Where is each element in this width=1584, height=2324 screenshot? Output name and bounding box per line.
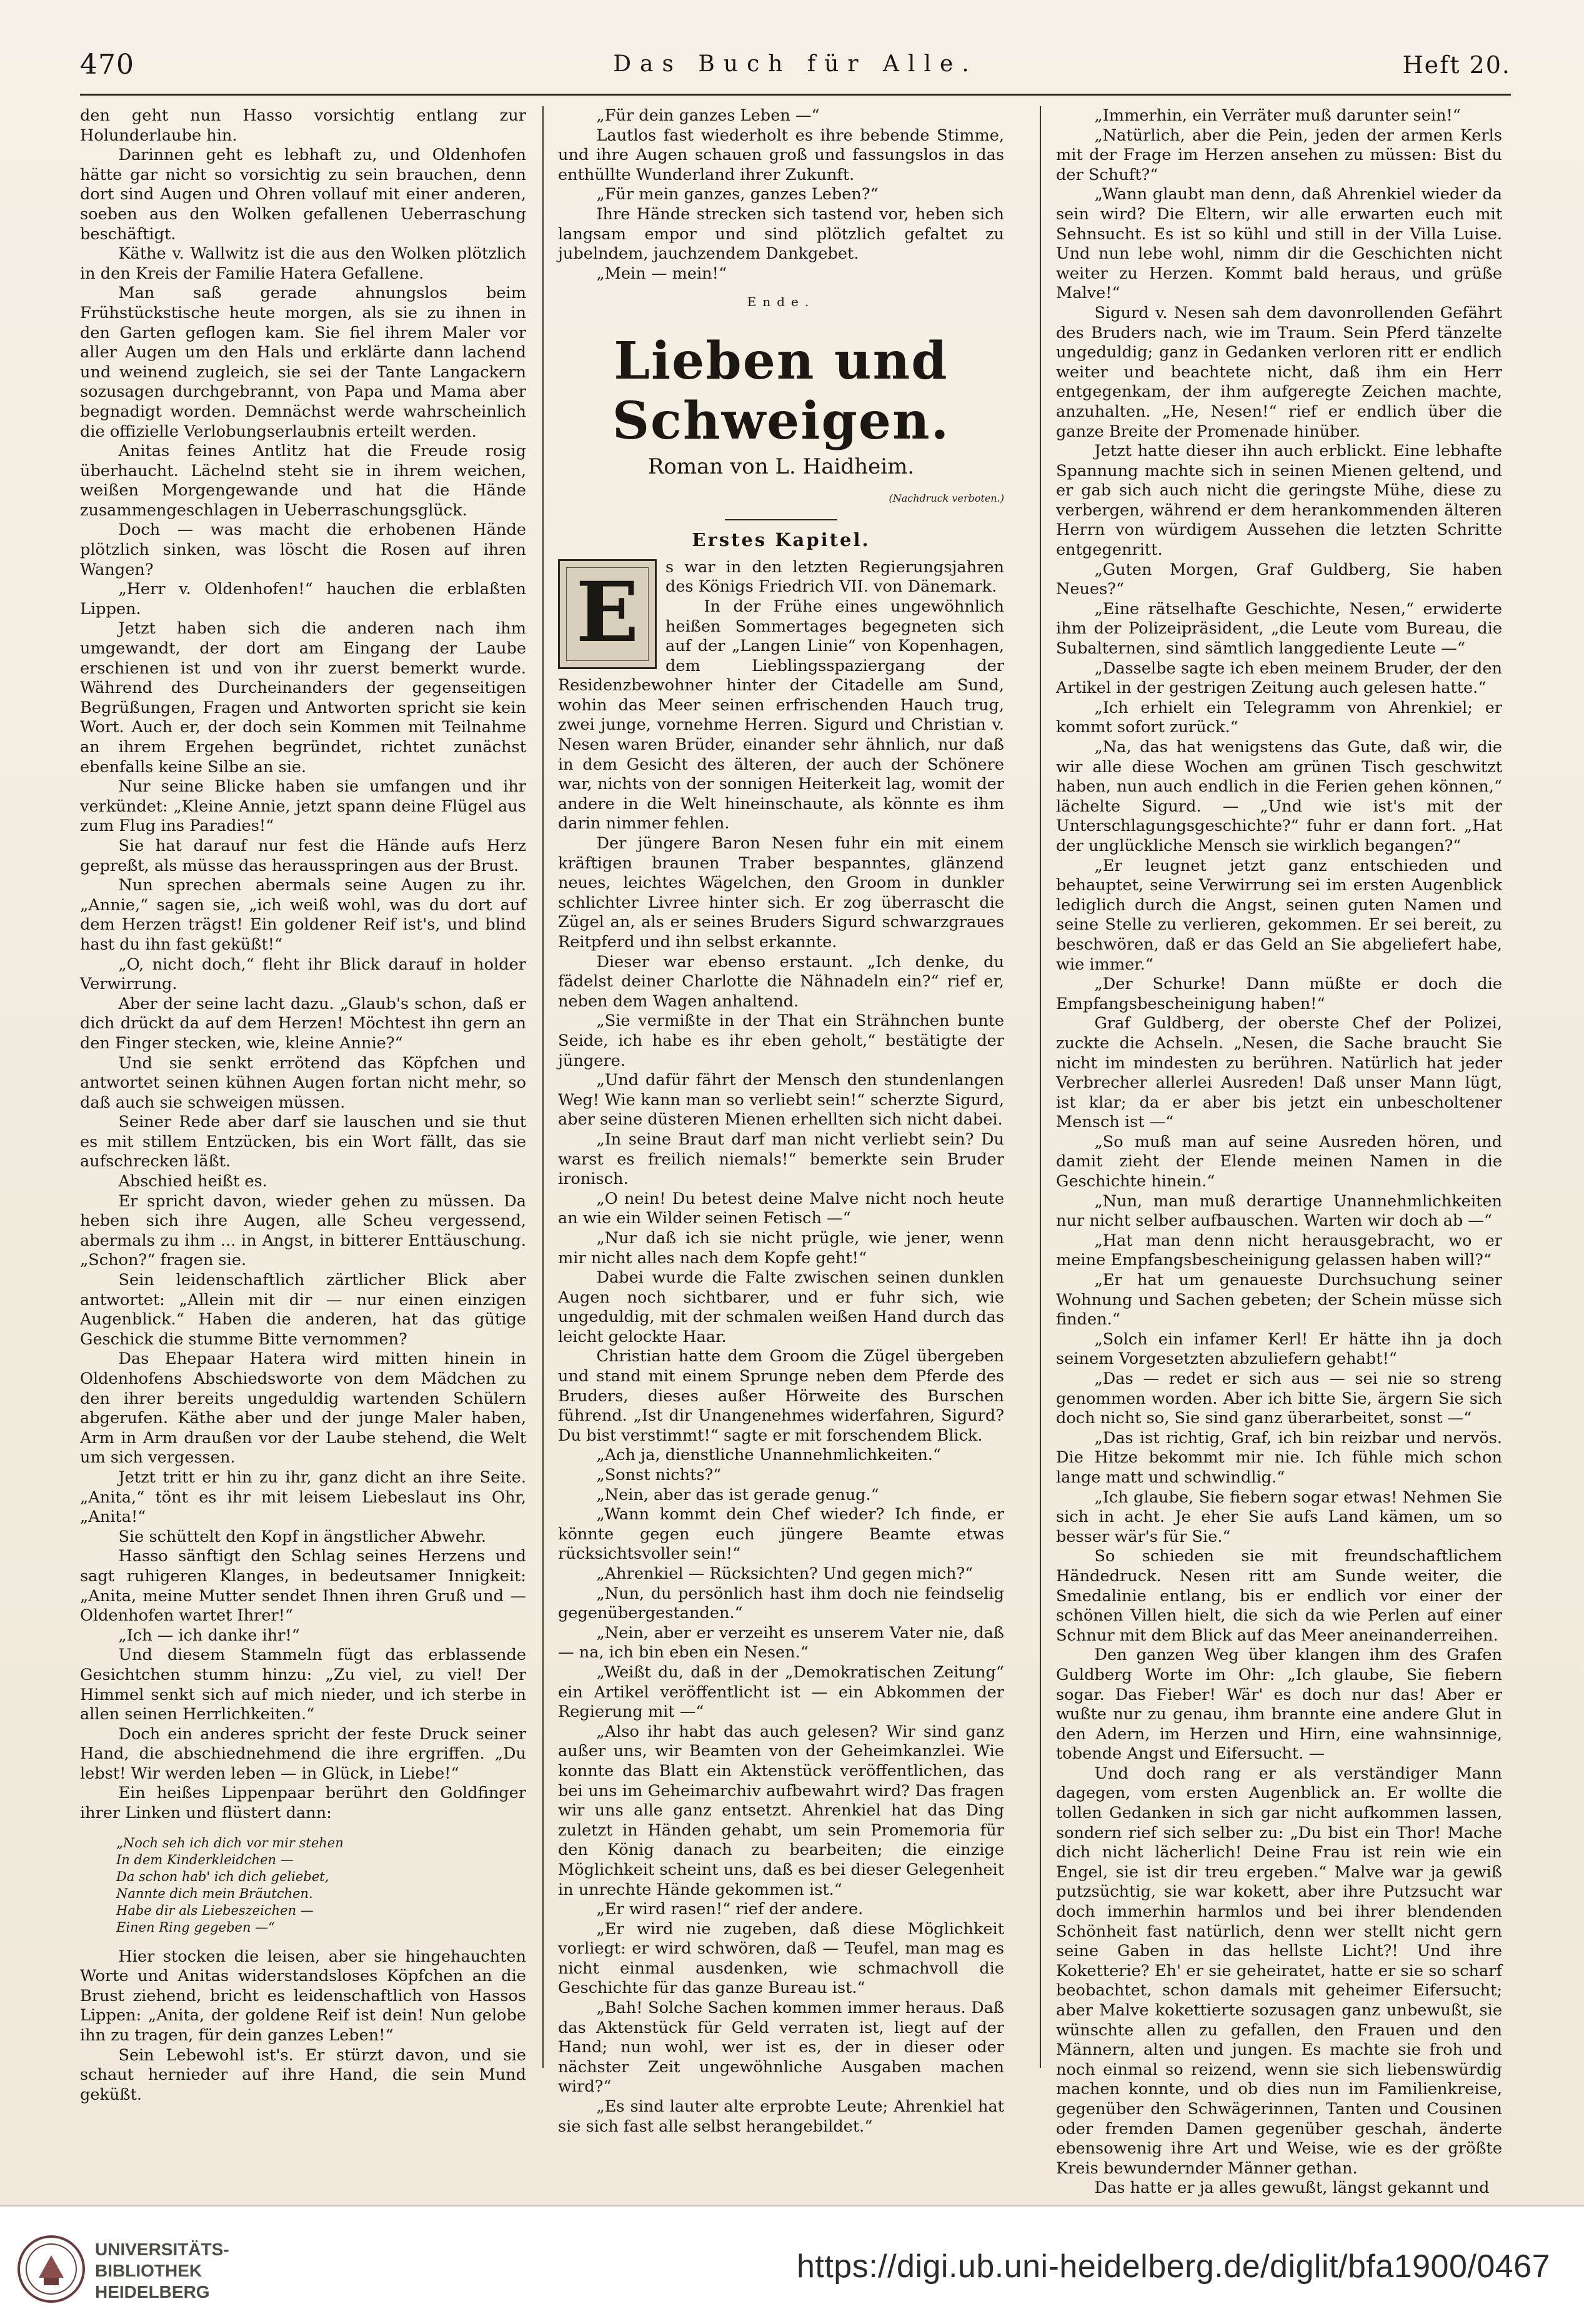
paragraph: Den ganzen Weg über klangen ihm des Grafen Guldberg Worte im Ohr: „Ich glaube, Sie fiebern sogar. Das Fieber! Wär' es doch nur das! Aber er wußte nur zu genau, ihm brannte eine andere Glut in den Adern, im Herzen und Hirn, eine wahnsinnige, tobende Angst und Eifersucht. — bbox=[1056, 1646, 1502, 1764]
poem-line: Einen Ring gegeben —“ bbox=[116, 1919, 275, 1935]
initial-letter: E bbox=[575, 564, 639, 661]
paragraph: s war in den letzten Regierungsjahren des Königs Friedrich VII. von Dänemark. bbox=[665, 557, 1004, 597]
paragraph: „Natürlich, aber die Pein, jeden der armen Kerls mit der Frage im Herzen ansehen zu müssen: Bist du der Schuft?“ bbox=[1056, 126, 1502, 184]
paragraph: So schieden sie mit freundschaftlichem Händedruck. Nesen ritt am Sunde weiter, die Smedalinie entlang, bis er endlich vor einer der schönen Villen hielt, die sich da wie Perlen auf einer Schnur mit dem Blick auf das Meer aneinanderreihen. bbox=[1056, 1547, 1502, 1645]
paragraph: „Nein, aber das ist gerade genug.“ bbox=[596, 1485, 879, 1504]
paragraph: „Er wird nie zugeben, daß diese Möglichkeit vorliegt: er wird schwören, daß — Teufel, man mag es nicht einmal ausdenken, wie schmachvoll die Geschichte für das ganze Bureau ist.“ bbox=[558, 1919, 1004, 1998]
paragraph: „Das ist richtig, Graf, ich bin reizbar und nervös. Die Hitze bekommt mir nie. Ich fühle mich schon lange matt und schwindlig.“ bbox=[1056, 1428, 1502, 1487]
paragraph: Jetzt tritt er hin zu ihr, ganz dicht an ihre Seite. „Anita,“ tönt es ihr mit leisem Liebeslaut ins Ohr, „Anita!“ bbox=[80, 1467, 526, 1527]
paragraph: Doch ein anderes spricht der feste Druck seiner Hand, die abschiednehmend die ihre ergriffen. „Du lebst! Wir werden leben — in Glück, in Liebe!“ bbox=[80, 1724, 526, 1783]
paragraph: Darinnen geht es lebhaft zu, und Oldenhofen hätte gar nicht so vorsichtig zu sein brauchen, denn dort sind Augen und Ohren vollauf mit einer anderen, soeben aus den Wolken gefallenen Ueberraschung beschäftigt. bbox=[80, 146, 526, 244]
paragraph: Ein heißes Lippenpaar berührt den Goldfinger ihrer Linken und flüstert dann: bbox=[80, 1784, 526, 1823]
paragraph: „Dasselbe sagte ich eben meinem Bruder, der den Artikel in der gestrigen Zeitung auch gelesen hatte.“ bbox=[1056, 658, 1502, 698]
library-name bbox=[95, 2239, 229, 2303]
paragraph: Nur seine Blicke haben sie umfangen und ihr verkündet: „Kleine Annie, jetzt spann deine Flügel aus zum Flug ins Paradies!“ bbox=[80, 777, 526, 836]
periodical-title: Das Buch für Alle. bbox=[613, 51, 978, 77]
poem-verse bbox=[116, 1835, 526, 1936]
paragraph: Nun sprechen abermals seine Augen zu ihr. „Annie,“ sagen sie, „ich weiß wohl, was du dort auf dem Herzen trägst! Ein goldener Reif ist's, und blind hast du ihn fast geküßt!“ bbox=[80, 876, 526, 954]
paragraph: „Wann glaubt man denn, daß Ahrenkiel wieder da sein wird? Die Eltern, wir alle erwarten euch mit Sehnsucht. Es ist so kühl und still in der Villa Luise. Und nun lebe wohl, nimm dir die Geschichten nicht weiter zu Herzen. Kommt bald heraus, und grüße Malve!“ bbox=[1056, 185, 1502, 303]
page-number: 470 bbox=[80, 49, 134, 81]
paragraph: „Wann kommt dein Chef wieder? Ich finde, er könnte gegen euch jüngere Beamte etwas rücksichtsvoller sein!“ bbox=[558, 1505, 1004, 1564]
paragraph: „Er hat um genaueste Durchsuchung seiner Wohnung und Sachen gebeten; der Schein müsse sich finden.“ bbox=[1056, 1271, 1502, 1329]
viewer-footer bbox=[0, 2205, 1584, 2324]
column-divider bbox=[542, 106, 544, 2068]
poem-line: Nannte dich mein Bräutchen. bbox=[116, 1885, 313, 1901]
paragraph: Man saß gerade ahnungslos beim Frühstückstische heute morgen, als sie zu ihnen in den Garten geflogen kam. Sie fiel ihrem Maler vor aller Augen um den Hals und erklärte dann lachend und weinend zugleich, sie sei der Tante Langackern sozusagen durchgebrannt, von Papa und Mama aber begnadigt worden. Demnächst werde wahrscheinlich die offizielle Verlobungserlaubnis erteilt werden. bbox=[80, 284, 526, 441]
paragraph: Dieser war ebenso erstaunt. „Ich denke, du fädelst deiner Charlotte die Nähnadeln ein?“ rief er, neben dem Wagen anhaltend. bbox=[558, 952, 1004, 1011]
paragraph: „O, nicht doch,“ fleht ihr Blick darauf in holder Verwirrung. bbox=[80, 955, 526, 994]
paragraph: Und doch rang er als verständiger Mann dagegen, vom ersten Augenblick an. Er wollte die tollen Gedanken in sich gar nicht aufkommen lassen, sondern rief sich selber zu: „Du bist ein Thor! Mache dich nicht lächerlich! Deine Frau ist rein wie ein Engel, sie ist dir treu ergeben.“ Malve war ja gewiß putzsüchtig, sie war kokett, aber ihre Putzsucht war doch immerhin harmlos und bei ihrer blendenden Schönheit fast natürlich, denn wer stellt nicht gern seine Gaben in das hellste Licht?! Und ihre Koketterie? Eh' er sie geheiratet, hatte er sie so scharf beobachtet, schon damals mit geheimer Eifersucht; aber Malve kokettierte sozusagen ganz unbewußt, sie wünschte allen zu gefallen, den Frauen und den Männern, alten und jungen. Es machte sie froh und noch einmal so reizend, wenn sie sich liebenswürdig machen konnte, und ob dies nun im Familienkreise, gegenüber den Schwägerinnen, Tanten und Cousinen oder fremden Damen gegenüber geschah, änderte ebensowenig ihre Art und Weise, wie es der größte Kreis bewundernder Männer gethan. bbox=[1056, 1764, 1502, 2178]
paragraph: „Ach ja, dienstliche Unannehmlichkeiten.“ bbox=[596, 1446, 942, 1465]
paragraph: Seiner Rede aber darf sie lauschen und sie thut es mit stillem Entzücken, bis ein Wort fällt, das sie aufschrecken läßt. bbox=[80, 1113, 526, 1171]
paragraph: „Er leugnet jetzt ganz entschieden und behauptet, seine Verwirrung sei im ersten Augenblick lediglich durch die Angst, seinen guten Namen und seine Stelle zu verlieren, gekommen. Er sei bereit, zu beschwören, daß er das Geld an Sie abgeliefert habe, wie immer.“ bbox=[1056, 856, 1502, 974]
paragraph: „Weißt du, daß in der „Demokratischen Zeitung“ ein Artikel veröffentlicht ist — ein Abkommen der Regierung mit —“ bbox=[558, 1662, 1004, 1722]
paragraph: Das Ehepaar Hatera wird mitten hinein in Oldenhofens Abschiedsworte von dem Mädchen zu den ihrer bereits ungeduldig wartenden Schülern abgerufen. Käthe aber und der junge Maler haben, Arm in Arm draußen vor der Laube stehend, die Welt um sich vergessen. bbox=[80, 1349, 526, 1467]
paragraph: „Solch ein infamer Kerl! Er hätte ihn ja doch seinem Vorgesetzten abzuliefern gehabt!“ bbox=[1056, 1329, 1502, 1369]
paragraph: Dabei wurde die Falte zwischen seinen dunklen Augen noch sichtbarer, und er fuhr sich, wie ungeduldig, mit der schmalen weißen Hand durch das leicht gelockte Haar. bbox=[558, 1268, 1004, 1346]
paragraph: „Sie vermißte in der That ein Strähnchen bunte Seide, ich habe es ihr eben geholt,“ bestätigte der jüngere. bbox=[558, 1011, 1004, 1070]
paragraph: den geht nun Hasso vorsichtig entlang zur Holunderlaube hin. bbox=[80, 106, 526, 145]
paragraph: „Na, das hat wenigstens das Gute, daß wir, die wir alle diese Wochen am grünen Tisch geschwitzt haben, nun auch endlich in die Ferien gehen können,“ lächelte Sigurd. — „Und wie ist's mit der Unterschlagungsgeschichte?“ fuhr er dann fort. „Hat der unglückliche Mensch sie wirklich begangen?“ bbox=[1056, 738, 1502, 855]
paragraph: „Hat man denn nicht herausgebracht, wo er meine Empfangsbescheinigung gelassen haben will?“ bbox=[1056, 1231, 1502, 1270]
paragraph: In der Frühe eines ungewöhnlich heißen Sommertages begegneten sich auf der „Langen Linie“ von Kopenhagen, dem Lieblingsspaziergang der Residenzbewohner hinter der Citadelle am Sund, wohin das Meer seinen erfrischenden Hauch trug, zwei junge, vornehme Herren. Sigurd und Christian v. Nesen waren Brüder, einander sehr ähnlich, nur daß in dem Gesicht des älteren, der auch der Schönere war, nichts von der sonnigen Heiterkeit lag, womit der andere in die Welt hineinschaute, als könnte es ihm darin nimmer fehlen. bbox=[558, 597, 1004, 833]
paragraph: Und diesem Stammeln fügt das erblassende Gesichtchen stumm hinzu: „Zu viel, zu viel! Der Himmel senkt sich auf mich nieder, und ich sterbe in allen seinen Herrlichkeiten.“ bbox=[80, 1646, 526, 1724]
paragraph: Jetzt haben sich die anderen nach ihm umgewandt, der dort am Eingang der Laube erschienen ist und von ihr zuerst bemerkt wurde. Während des Durcheinanders der gegenseitigen Begrüßungen, Fragen und Antworten spricht sie kein Wort. Auch er, der doch sein Kommen mit Teilnahme an ihrem Ergehen begründet, richtet zunächst ebenfalls keine Silbe an sie. bbox=[80, 619, 526, 777]
paragraph: Abschied heißt es. bbox=[118, 1172, 267, 1191]
paragraph: „Es sind lauter alte erprobte Leute; Ahrenkiel hat sie sich fast alle selbst herangebildet.“ bbox=[558, 2097, 1004, 2136]
decorated-initial bbox=[558, 559, 657, 669]
paragraph: Käthe v. Wallwitz ist die aus den Wolken plötzlich in den Kreis der Familie Hatera Gefallene. bbox=[80, 244, 526, 283]
issue-number: Heft 20. bbox=[1402, 51, 1511, 79]
paragraph: Der jüngere Baron Nesen fuhr ein mit einem kräftigen braunen Traber bespanntes, glänzend neues, leichtes Wägelchen, den Groom in dunkler schlichter Livree hinter sich. Er zog überrascht die Zügel an, als er seines Bruders Sigurd schwarzgraues Reitpferd und ihn selbst erkannte. bbox=[558, 834, 1004, 951]
column-2 bbox=[558, 106, 1004, 2136]
paragraph: Sigurd v. Nesen sah dem davonrollenden Gefährt des Bruders nach, wie im Traum. Sein Pferd tänzelte ungeduldig; ganz in Gedanken verloren ritt er endlich weiter und beachtete nicht, daß ihm ein Herr entgegenkam, der ihm aufgeregte Zeichen machte, anzuhalten. „He, Nesen!“ rief er endlich über die ganze Breite der Promenade hinüber. bbox=[1056, 303, 1502, 441]
paragraph: Sie hat darauf nur fest die Hände aufs Herz gepreßt, als müsse das herausspringen aus der Brust. bbox=[80, 836, 526, 875]
page-header bbox=[80, 37, 1511, 96]
poem-line: Da schon hab' ich dich geliebet, bbox=[116, 1869, 329, 1884]
paragraph: Das hatte er ja alles gewußt, längst gekannt und bbox=[1094, 2178, 1490, 2198]
paragraph: Er spricht davon, wieder gehen zu müssen. Da heben sich ihre Augen, alle Scheu vergessend, abermals zu ihm ... in Angst, in bitterer Enttäuschung. „Schon?“ fragen sie. bbox=[80, 1191, 526, 1270]
paragraph: „Sonst nichts?“ bbox=[596, 1466, 722, 1485]
paragraph: „Ich — ich danke ihr!“ bbox=[118, 1626, 300, 1645]
paragraph: „Also ihr habt das auch gelesen? Wir sind ganz außer uns, wir Beamten von der Geheimkanzlei. Wie konnte das Blatt ein Aktenstück veröffentlichen, das bei uns im Geheimarchiv aufbewahrt wird? Das fragen wir uns alle ganz entsetzt. Ahrenkiel hat das Ding zuletzt in Händen gehabt, um sein Promemoria für den König danach zu bearbeiten; die einzige Möglichkeit scheint uns, daß es bei dieser Gelegenheit in unrechte Hände gekommen ist.“ bbox=[558, 1722, 1004, 1899]
paragraph: Graf Guldberg, der oberste Chef der Polizei, zuckte die Achseln. „Nesen, die Sache braucht Sie nicht im mindesten zu berühren. Natürlich hat jeder Verbrecher allerlei Ausreden! Daß unser Mann lügt, ist klar; da er aber bis jetzt ein unbescholtener Mensch ist —“ bbox=[1056, 1014, 1502, 1132]
paragraph: „Guten Morgen, Graf Guldberg, Sie haben Neues?“ bbox=[1056, 560, 1502, 599]
paragraph: „Nun, man muß derartige Unannehmlichkeiten nur nicht selber aufbauschen. Warten wir doch ab —“ bbox=[1056, 1191, 1502, 1231]
poem-line: „Noch seh ich dich vor mir stehen bbox=[116, 1835, 344, 1850]
paragraph: Lautlos fast wiederholt es ihre bebende Stimme, und ihre Augen schauen groß und fassungslos in das enthüllte Wunderland ihrer Zukunft. bbox=[558, 126, 1004, 184]
library-name-line: UNIVERSITÄTS- bbox=[95, 2240, 229, 2259]
paragraph: „Ahrenkiel — Rücksichten? Und gegen mich?“ bbox=[596, 1564, 974, 1583]
paragraph: „Mein — mein!“ bbox=[596, 264, 727, 283]
paragraph: „Und dafür fährt der Mensch den stundenlangen Weg! Wie kann man so verliebt sein!“ scherzte Sigurd, aber seine düsteren Mienen erhellten sich nicht dabei. bbox=[558, 1071, 1004, 1130]
paragraph: „Immerhin, ein Verräter muß darunter sein!“ bbox=[1094, 106, 1461, 125]
paragraph: Hasso sänftigt den Schlag seines Herzens und sagt ruhigeren Klanges, in bedeutsamer Innigkeit: „Anita, meine Mutter sendet Ihnen ihren Gruß und — Oldenhofen wartet Ihrer!“ bbox=[80, 1547, 526, 1626]
chapter-heading: Erstes Kapitel. bbox=[692, 529, 870, 551]
library-name-line: BIBLIOTHEK bbox=[95, 2261, 202, 2280]
paragraph: „Nur daß ich sie nicht prügle, wie jener, wenn mir nicht alles nach dem Kopfe geht!“ bbox=[558, 1228, 1004, 1268]
column-1 bbox=[80, 106, 526, 2104]
paragraph: Christian hatte dem Groom die Zügel übergeben und stand mit einem Sprunge neben dem Pferde des Bruders, dieses außer Hörweite des Burschen führend. „Ist dir Unangenehmes widerfahren, Sigurd? Du bist verstimmt!“ sagte er mit forschendem Blick. bbox=[558, 1347, 1004, 1445]
paragraph: „Eine rätselhafte Geschichte, Nesen,“ erwiderte ihm der Polizeipräsident, „die Leute vom Bureau, die Subalternen, sind sämtlich langgediente Leute —“ bbox=[1056, 599, 1502, 658]
column-3 bbox=[1056, 106, 1502, 2198]
paragraph: „Nein, aber er verzeiht es unserem Vater nie, daß — na, ich bin eben ein Nesen.“ bbox=[558, 1623, 1004, 1662]
paragraph: „O nein! Du betest deine Malve nicht noch heute an wie ein Wilder seinen Fetisch —“ bbox=[558, 1189, 1004, 1228]
paragraph: „Er wird rasen!“ rief der andere. bbox=[596, 1900, 864, 1919]
column-divider bbox=[1040, 106, 1041, 2068]
paragraph: Und sie senkt errötend das Köpfchen und antwortet seinen kühnen Augen fortan nicht mehr, so daß auch sie schweigen müssen. bbox=[80, 1053, 526, 1112]
reprint-notice: (Nachdruck verboten.) bbox=[889, 492, 1004, 504]
library-name-line: HEIDELBERG bbox=[95, 2282, 210, 2302]
paragraph: „So muß man auf seine Ausreden hören, und damit zieht der Elende meinen Namen in die Geschichte hinein.“ bbox=[1056, 1132, 1502, 1191]
paragraph: Sein Lebewohl ist's. Er stürzt davon, und sie schaut hernieder auf ihre Hand, die sein Mund geküßt. bbox=[80, 2045, 526, 2104]
paragraph: „Für mein ganzes, ganzes Leben?“ bbox=[596, 185, 879, 204]
paragraph: „Für dein ganzes Leben —“ bbox=[596, 106, 820, 125]
paragraph: „Herr v. Oldenhofen!“ hauchen die erblaßten Lippen. bbox=[80, 580, 526, 618]
novel-author: Roman von L. Haidheim. bbox=[647, 454, 915, 479]
chapter-rule bbox=[725, 519, 837, 520]
paragraph: „Der Schurke! Dann müßte er doch die Empfangsbescheinigung haben!“ bbox=[1056, 975, 1502, 1013]
paragraph: Hier stocken die leisen, aber sie hingehauchten Worte und Anitas widerstandsloses Köpfchen an die Brust ziehend, bricht es leidenschaftlich von Hassos Lippen: „Anita, der goldene Reif ist dein! Nun gelobe ihn zu tragen, für dein ganzes Leben!“ bbox=[80, 1947, 526, 2045]
paragraph: „Ich glaube, Sie fiebern sogar etwas! Nehmen Sie sich in acht. Je eher Sie aufs Land kämen, um so besser wär's für Sie.“ bbox=[1056, 1487, 1502, 1546]
university-seal-icon bbox=[16, 2234, 86, 2304]
paragraph: „Das — redet er sich aus — sei nie so streng genommen worden. Aber ich bitte Sie, ärgern Sie sich doch nicht so, Sie sind ganz überarbeitet, sonst —“ bbox=[1056, 1369, 1502, 1428]
paragraph: „In seine Braut darf man nicht verliebt sein? Du warst es freilich niemals!“ bemerkte sein Bruder ironisch. bbox=[558, 1130, 1004, 1189]
paragraph: Aber der seine lacht dazu. „Glaub's schon, daß er dich drückt da auf dem Herzen! Möchtest ihn gern an den Finger stecken, wie, kleine Annie?“ bbox=[80, 994, 526, 1053]
paragraph: „Nun, du persönlich hast ihm doch nie feindselig gegenübergestanden.“ bbox=[558, 1584, 1004, 1623]
poem-line: In dem Kinderkleidchen — bbox=[116, 1852, 294, 1867]
paragraph: Ihre Hände strecken sich tastend vor, heben sich langsam empor und sind plötzlich gefaltet zu jubelndem, jauchzendem Dankgebet. bbox=[558, 204, 1004, 264]
paragraph: Doch — was macht die erhobenen Hände plötzlich sinken, was löscht die Rosen auf ihren Wangen? bbox=[80, 520, 526, 579]
permalink-url[interactable]: https://digi.ub.uni-heidelberg.de/diglit/bfa1900/0467 bbox=[796, 2248, 1550, 2285]
paragraph: Sie schüttelt den Kopf in ängstlicher Abwehr. bbox=[118, 1527, 487, 1546]
paragraph: Anitas feines Antlitz hat die Freude rosig überhaucht. Lächelnd steht sie in ihrem weichen, weißen Morgengewande und hat die Hände zusammengeschlagen in Ueberraschungsglück. bbox=[80, 442, 526, 520]
paragraph: „Ich erhielt ein Telegramm von Ahrenkiel; er kommt sofort zurück.“ bbox=[1056, 698, 1502, 737]
poem-line: Habe dir als Liebeszeichen — bbox=[116, 1902, 314, 1918]
novel-title: Lieben und Schweigen. bbox=[612, 330, 950, 451]
paragraph: Sein leidenschaftlich zärtlicher Blick aber antwortet: „Allein mit dir — nur einen einzigen Augenblick.“ Haben die anderen, hat das gütige Geschick die stumme Bitte vernommen? bbox=[80, 1271, 526, 1349]
paragraph: „Bah! Solche Sachen kommen immer heraus. Daß das Aktenstück für Geld verraten ist, liegt auf der Hand; nun wohl, wer ist es, der in dieser oder nächster Zeit ungewöhnliche Ausgaben machen wird?“ bbox=[558, 1999, 1004, 2097]
paragraph: Jetzt hatte dieser ihn auch erblickt. Eine lebhafte Spannung machte sich in seinen Mienen geltend, und er gab sich auch nicht die geringste Mühe, diese zu verbergen, während er dem herankommenden älteren Herrn von würdigem Aussehen die letzten Schritte entgegenritt. bbox=[1056, 442, 1502, 560]
story-end-mark: Ende. bbox=[747, 294, 815, 310]
